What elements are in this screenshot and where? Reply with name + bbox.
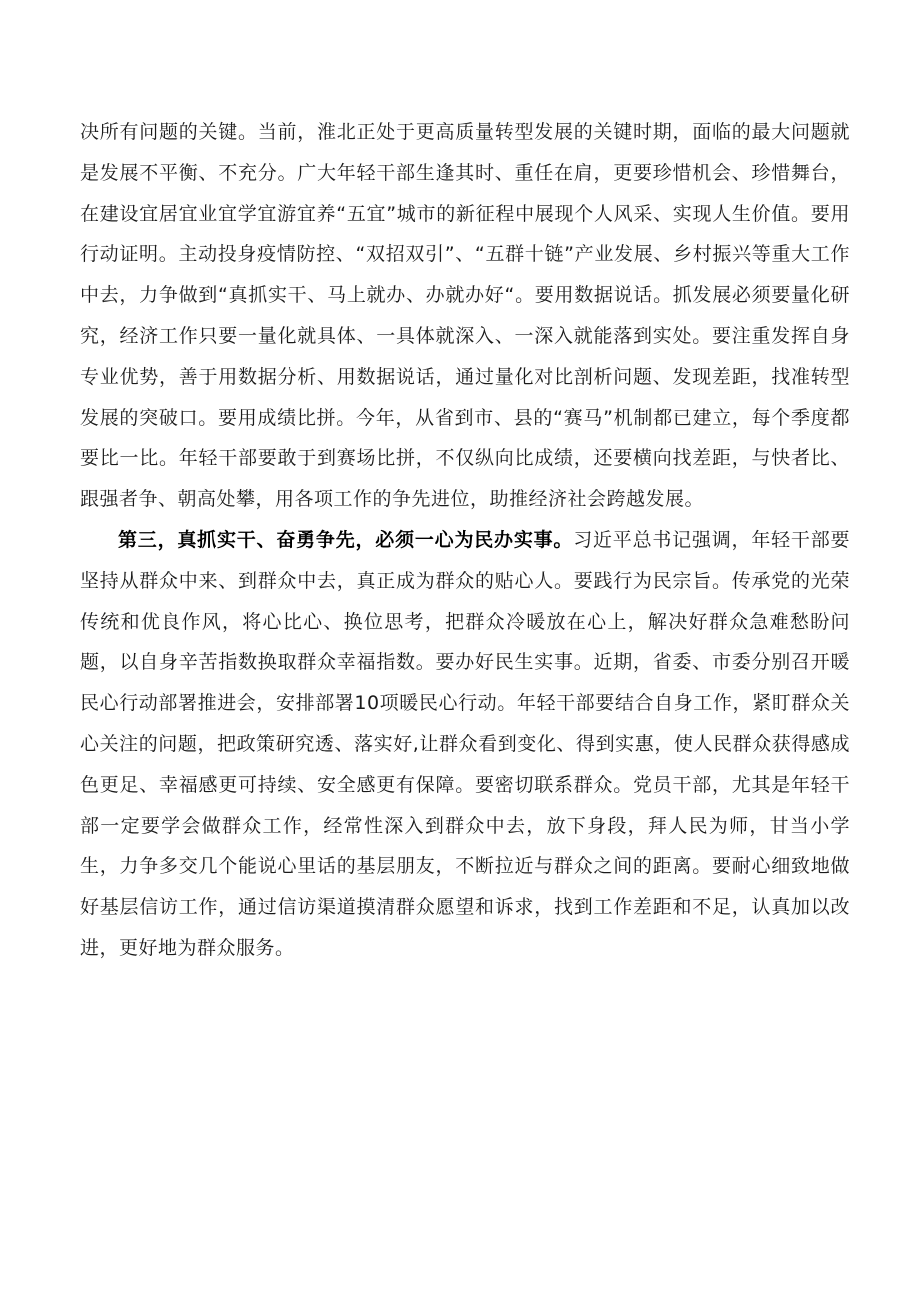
body-paragraph-section-three <box>80 520 850 969</box>
document-page <box>80 112 850 969</box>
section-heading-lead: 第三，真抓实干、奋勇争先，必须一心为民办实事。 <box>118 528 574 551</box>
body-paragraph-continuation <box>80 112 850 520</box>
paragraph-text: 决所有问题的关键。当前，淮北正处于更高质量转型发展的关键时期，面临的最大问题就是发展不平衡、不充分。广大年轻干部生逢其时、重任在肩，更要珍惜机会、珍惜舞台，在建设宜居宜业宜学宜游宜养“五宜”城市的新征程中展现个人风采、实现人生价值。要用行动证明。主动投身疫情防控、“双招双引”、“五群十链”产业发展、乡村振兴等重大工作中去，力争做到“真抓实干、马上就办、办就办好“。要用数据说话。抓发展必须要量化研究，经济工作只要一量化就具体、一具体就深入、一深入就能落到实处。要注重发挥自身专业优势，善于用数据分析、用数据说话，通过量化对比剖析问题、发现差距，找准转型发展的突破口。要用成绩比拼。今年，从省到市、县的“赛马”机制都已建立，每个季度都要比一比。年轻干部要敢于到赛场比拼，不仅纵向比成绩，还要横向找差距，与快者比、跟强者争、朝高处攀，用各项工作的争先进位，助推经济社会跨越发展。 <box>80 121 850 511</box>
paragraph-text: 习近平总书记强调，年轻干部要坚持从群众中来、到群众中去，真正成为群众的贴心人。要践行为民宗旨。传承党的光荣传统和优良作风，将心比心、换位思考，把群众冷暖放在心上，解决好群众急难愁盼问题，以自身辛苦指数换取群众幸福指数。要办好民生实事。近期，省委、市委分别召开暖民心行动部署推进会，安排部署10项暖民心行动。年轻干部要结合自身工作，紧盯群众关心关注的问题，把政策研究透、落实好,让群众看到变化、得到实惠，使人民群众获得感成色更足、幸福感更可持续、安全感更有保障。要密切联系群众。党员干部，尤其是年轻干部一定要学会做群众工作，经常性深入到群众中去，放下身段，拜人民为师，甘当小学生，力争多交几个能说心里话的基层朋友，不断拉近与群众之间的距离。要耐心细致地做好基层信访工作，通过信访渠道摸清群众愿望和诉求，找到工作差距和不足，认真加以改进，更好地为群众服务。 <box>80 528 850 959</box>
